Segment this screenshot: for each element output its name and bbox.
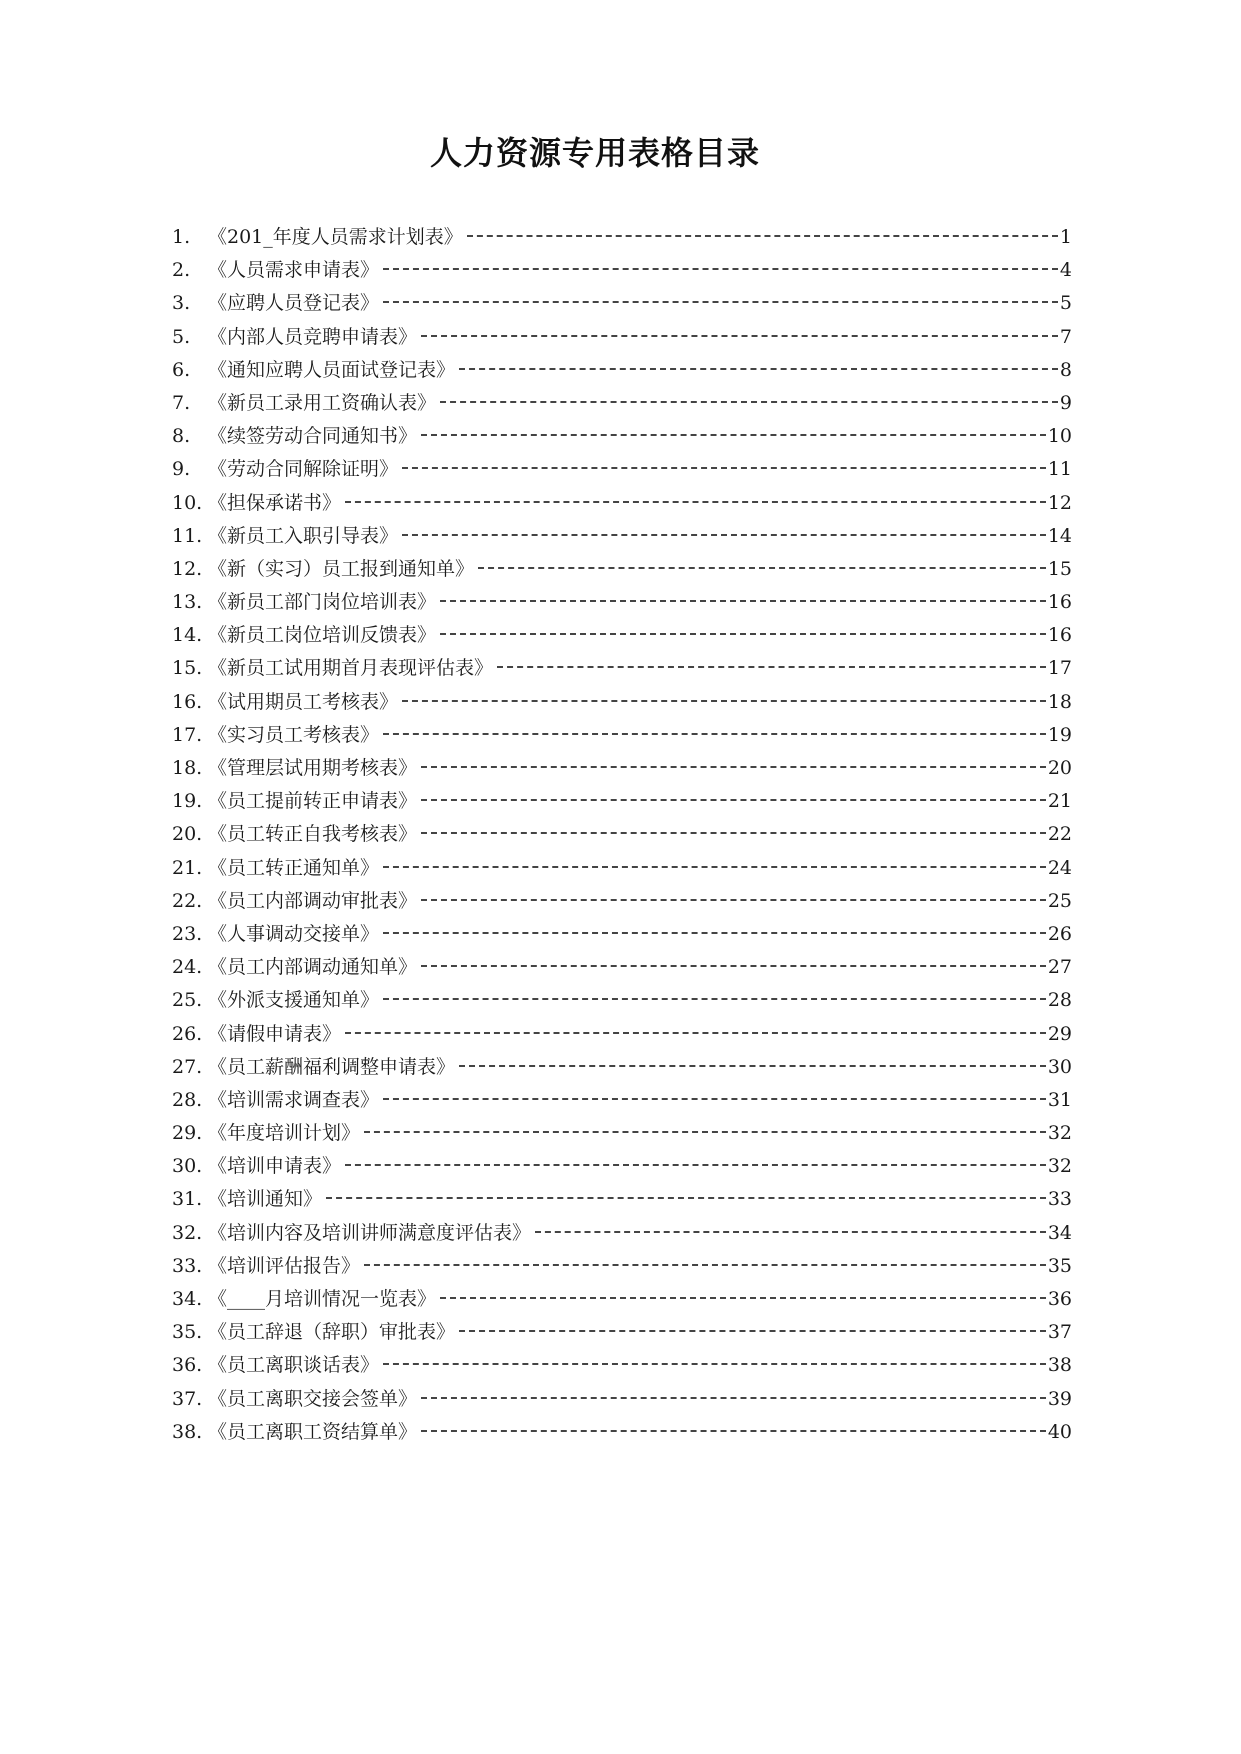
toc-entry (172, 620, 1072, 653)
toc-entry-page-number: 19 (1047, 723, 1072, 746)
toc-leader-line (402, 534, 1046, 536)
toc-entry-title: 《培训评估报告》 (208, 1254, 361, 1277)
toc-entry-number: 18. (172, 757, 203, 779)
toc-entry-number: 33. (172, 1254, 203, 1277)
toc-entry-page-number: 30 (1047, 1055, 1072, 1078)
toc-leader-line (535, 1231, 1046, 1233)
toc-leader-line (467, 235, 1058, 237)
toc-entry-number: 9. (172, 458, 191, 481)
toc-leader-line (421, 335, 1058, 337)
toc-entry-page-number: 27 (1047, 956, 1072, 979)
toc-entry-title: 《新员工录用工资确认表》 (208, 391, 437, 414)
toc-entry (172, 1085, 1072, 1118)
toc-entry-title: 《培训申请表》 (208, 1155, 342, 1178)
toc-entry-title: 《人员需求申请表》 (208, 259, 380, 282)
toc-entry-title: 《员工离职工资结算单》 (208, 1420, 418, 1443)
toc-entry-page-number: 7 (1059, 325, 1072, 348)
toc-entry-title: 《新员工入职引导表》 (208, 524, 399, 547)
toc-leader-line (440, 633, 1046, 635)
toc-leader-line (459, 1065, 1046, 1067)
toc-entry-page-number: 37 (1047, 1321, 1072, 1344)
toc-entry (172, 985, 1072, 1018)
toc-entry-page-number: 18 (1047, 690, 1072, 713)
toc-entry-title: 《试用期员工考核表》 (208, 690, 399, 713)
toc-entry (172, 653, 1072, 686)
toc-leader-line (383, 268, 1058, 270)
toc-leader-line (326, 1197, 1046, 1199)
toc-leader-line (459, 1330, 1046, 1332)
toc-entry-page-number: 29 (1047, 1022, 1072, 1045)
toc-entry (172, 488, 1072, 521)
toc-leader-line (383, 1363, 1046, 1365)
toc-entry-number: 28. (172, 1088, 203, 1111)
toc-entry-title: 《员工转正自我考核表》 (208, 823, 418, 846)
toc-entry-title: 《外派支援通知单》 (208, 989, 380, 1012)
toc-entry-page-number: 4 (1059, 259, 1072, 282)
toc-entry-title: 《应聘人员登记表》 (208, 292, 380, 315)
toc-entry (172, 1417, 1072, 1450)
toc-entry-page-number: 32 (1047, 1122, 1072, 1145)
toc-entry-title: 《201_年度人员需求计划表》 (208, 226, 463, 248)
toc-entry-number: 27. (172, 1055, 203, 1078)
toc-entry-title: 《员工辞退（辞职）审批表》 (208, 1321, 456, 1344)
toc-entry-title: 《培训通知》 (208, 1188, 323, 1211)
toc-entry-number: 15. (172, 657, 203, 680)
toc-entry-title: 《新员工试用期首月表现评估表》 (208, 657, 494, 680)
toc-entry-page-number: 16 (1047, 624, 1072, 647)
toc-entry (172, 388, 1072, 421)
toc-entry-number: 14. (172, 624, 203, 647)
toc-entry-page-number: 33 (1047, 1188, 1072, 1211)
toc-entry-title: 《实习员工考核表》 (208, 723, 380, 746)
toc-entry-number: 36. (172, 1354, 203, 1377)
toc-entry-title: 《员工离职交接会签单》 (208, 1387, 418, 1410)
toc-entry (172, 322, 1072, 355)
toc-entry (172, 1151, 1072, 1184)
toc-entry-page-number: 40 (1047, 1420, 1072, 1443)
toc-entry (172, 587, 1072, 620)
toc-entry-page-number: 15 (1047, 557, 1072, 580)
toc-entry-number: 7. (172, 391, 191, 414)
toc-entry (172, 1184, 1072, 1217)
toc-entry-page-number: 14 (1047, 524, 1072, 547)
toc-entry (172, 952, 1072, 985)
toc-entry (172, 1218, 1072, 1251)
toc-entry-page-number: 22 (1047, 823, 1072, 846)
toc-entry-page-number: 11 (1047, 458, 1072, 481)
toc-entry (172, 819, 1072, 852)
toc-entry-title: 《新员工部门岗位培训表》 (208, 591, 437, 614)
toc-entry-title: 《培训内容及培训讲师满意度评估表》 (208, 1221, 532, 1244)
toc-leader-line (402, 467, 1046, 469)
toc-entry-number: 21. (172, 856, 203, 879)
toc-entry-number: 24. (172, 956, 203, 979)
toc-leader-line (421, 434, 1046, 436)
toc-entry (172, 1251, 1072, 1284)
toc-leader-line (497, 666, 1046, 668)
toc-entry (172, 288, 1072, 321)
toc-entry-page-number: 8 (1059, 358, 1072, 381)
toc-entry-page-number: 21 (1047, 790, 1072, 813)
toc-leader-line (383, 733, 1046, 735)
toc-leader-line (345, 1032, 1046, 1034)
toc-entry (172, 222, 1072, 255)
toc-entry (172, 1019, 1072, 1052)
toc-entry (172, 1052, 1072, 1085)
toc-entry (172, 753, 1072, 786)
toc-entry (172, 1284, 1072, 1317)
toc-entry-number: 38. (172, 1420, 203, 1443)
toc-leader-line (345, 1164, 1046, 1166)
toc-entry-number: 25. (172, 989, 203, 1012)
toc-entry-number: 12. (172, 557, 203, 580)
toc-entry-title: 《续签劳动合同通知书》 (208, 425, 418, 448)
toc-entry-title: 《培训需求调查表》 (208, 1088, 380, 1111)
toc-entry-title: 《新（实习）员工报到通知单》 (208, 557, 475, 580)
toc-leader-line (421, 832, 1046, 834)
toc-entry-page-number: 1 (1059, 226, 1072, 248)
toc-entry-page-number: 35 (1047, 1254, 1072, 1277)
toc-leader-line (345, 501, 1046, 503)
toc-entry-title: 《员工离职谈话表》 (208, 1354, 380, 1377)
toc-leader-line (402, 700, 1046, 702)
toc-entry (172, 720, 1072, 753)
toc-entry-title: 《内部人员竞聘申请表》 (208, 325, 418, 348)
toc-entry-title: 《员工薪酬福利调整申请表》 (208, 1055, 456, 1078)
toc-entry-number: 20. (172, 823, 203, 846)
toc-entry-number: 29. (172, 1122, 203, 1145)
toc-leader-line (383, 932, 1046, 934)
toc-entry-page-number: 34 (1047, 1221, 1072, 1244)
toc-entry-number: 8. (172, 425, 191, 448)
toc-entry-page-number: 10 (1047, 425, 1072, 448)
toc-entry-number: 35. (172, 1321, 203, 1344)
toc-leader-line (383, 866, 1046, 868)
toc-entry-title: 《劳动合同解除证明》 (208, 458, 399, 481)
toc-entry-number: 10. (172, 491, 203, 514)
toc-entry (172, 454, 1072, 487)
toc-leader-line (440, 401, 1058, 403)
toc-entry-title: 《担保承诺书》 (208, 491, 342, 514)
toc-entry-title: 《员工内部调动审批表》 (208, 889, 418, 912)
toc-entry-title: 《通知应聘人员面试登记表》 (208, 358, 456, 381)
toc-entry (172, 886, 1072, 919)
toc-entry (172, 1350, 1072, 1383)
page-title: 人力资源专用表格目录 (429, 134, 760, 172)
toc-entry-title: 《新员工岗位培训反馈表》 (208, 624, 437, 647)
toc-entry (172, 521, 1072, 554)
table-of-contents (172, 222, 1072, 1450)
toc-entry (172, 786, 1072, 819)
toc-entry-page-number: 36 (1047, 1288, 1072, 1310)
toc-entry-number: 34. (172, 1288, 203, 1310)
toc-entry-page-number: 26 (1047, 922, 1072, 945)
toc-leader-line (421, 766, 1046, 768)
toc-entry-number: 3. (172, 292, 191, 315)
toc-entry-title: 《年度培训计划》 (208, 1122, 361, 1145)
toc-leader-line (383, 998, 1046, 1000)
toc-entry (172, 255, 1072, 288)
toc-entry-number: 23. (172, 922, 203, 945)
toc-entry (172, 1384, 1072, 1417)
toc-entry-page-number: 25 (1047, 889, 1072, 912)
toc-entry-page-number: 9 (1059, 391, 1072, 414)
toc-entry-number: 32. (172, 1221, 203, 1244)
toc-entry (172, 687, 1072, 720)
toc-entry-page-number: 17 (1047, 657, 1072, 680)
toc-leader-line (459, 368, 1058, 370)
toc-entry (172, 919, 1072, 952)
toc-entry-page-number: 32 (1047, 1155, 1072, 1178)
toc-entry-page-number: 20 (1047, 757, 1072, 779)
toc-leader-line (440, 600, 1046, 602)
toc-entry (172, 853, 1072, 886)
toc-entry-page-number: 12 (1047, 491, 1072, 514)
toc-entry-page-number: 31 (1047, 1088, 1072, 1111)
toc-entry-number: 5. (172, 325, 191, 348)
toc-entry-number: 1. (172, 226, 191, 248)
toc-entry-number: 17. (172, 723, 203, 746)
toc-leader-line (421, 799, 1046, 801)
toc-entry-page-number: 16 (1047, 591, 1072, 614)
toc-entry-number: 11. (172, 524, 203, 547)
toc-leader-line (421, 1397, 1046, 1399)
toc-leader-line (421, 899, 1046, 901)
toc-entry-number: 22. (172, 889, 203, 912)
toc-entry-number: 19. (172, 790, 203, 813)
toc-entry-number: 16. (172, 690, 203, 713)
toc-leader-line (364, 1264, 1046, 1266)
toc-entry-number: 26. (172, 1022, 203, 1045)
toc-leader-line (383, 1098, 1046, 1100)
toc-entry (172, 554, 1072, 587)
toc-leader-line (421, 1430, 1046, 1432)
toc-entry (172, 421, 1072, 454)
toc-entry-page-number: 38 (1047, 1354, 1072, 1377)
toc-entry-page-number: 5 (1059, 292, 1072, 315)
toc-entry-number: 2. (172, 259, 191, 282)
toc-entry-number: 6. (172, 358, 191, 381)
toc-entry-title: 《员工提前转正申请表》 (208, 790, 418, 813)
toc-entry-number: 31. (172, 1188, 203, 1211)
toc-entry-number: 30. (172, 1155, 203, 1178)
toc-leader-line (364, 1131, 1046, 1133)
toc-entry (172, 1317, 1072, 1350)
toc-entry-title: 《请假申请表》 (208, 1022, 342, 1045)
toc-entry-title: 《员工内部调动通知单》 (208, 956, 418, 979)
toc-entry-number: 13. (172, 591, 203, 614)
toc-leader-line (478, 567, 1046, 569)
toc-entry-title: 《员工转正通知单》 (208, 856, 380, 879)
toc-entry-title: 《____月培训情况一览表》 (208, 1288, 437, 1310)
toc-leader-line (383, 301, 1058, 303)
toc-entry-number: 37. (172, 1387, 203, 1410)
toc-entry-title: 《人事调动交接单》 (208, 922, 380, 945)
toc-leader-line (440, 1297, 1046, 1299)
toc-entry (172, 355, 1072, 388)
toc-entry-title: 《管理层试用期考核表》 (208, 757, 418, 779)
toc-leader-line (421, 965, 1046, 967)
toc-entry-page-number: 28 (1047, 989, 1072, 1012)
toc-entry-page-number: 39 (1047, 1387, 1072, 1410)
toc-entry (172, 1118, 1072, 1151)
toc-entry-page-number: 24 (1047, 856, 1072, 879)
